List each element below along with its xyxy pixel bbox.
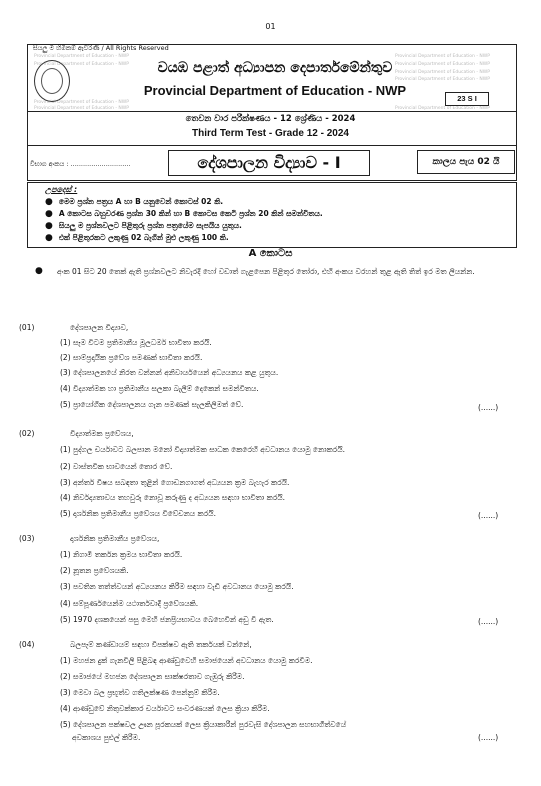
question-option: (5) ප්‍රායෝගික දේශපාලනය ගැන පමණක් සැලකිලිමත් වේ. [60, 400, 244, 409]
question-stem: විද්‍යාත්මක ප්‍රවේශය, [70, 429, 134, 438]
divider [27, 145, 517, 146]
emblem-inner-icon [41, 68, 63, 94]
question-stem: දේශපාලන විද්‍යාව, [70, 323, 129, 332]
instruction-item: ● A කොටස බහුවරණ ප්‍රශ්න 30 කින් හා B කොටස කෙටි ප්‍රශ්න 20 කින් සමන්විතය. [45, 209, 323, 219]
bullet-icon: ● [35, 266, 43, 276]
term-title-sinhala: තෙවන වාර පරීක්ෂණය - 12 ශ්‍රේණිය - 2024 [185, 114, 356, 124]
divider [27, 111, 517, 112]
department-title-sinhala: වයඹ පළාත් අධ්‍යාපන දෙපාර්තමේන්තුව [157, 60, 393, 76]
question-option: (5) 1970 දශකයෙන් පසු මෙහි ජනප්‍රියභාවය බෙහෙවින් අඩු වී ඇත. [60, 615, 274, 624]
question-option: (3) දේශපාලනයේ නිරත වන්නන් අනිවාර්යයෙන් අධ්‍යයනය කළ යුතුය. [60, 368, 279, 377]
time-box: කාලය පැය 02 යි [417, 150, 515, 174]
term-title-english: Third Term Test - Grade 12 - 2024 [192, 128, 349, 139]
question-option: (1) මහජන දුක් ගැනවිලි පිළිබඳ ආණ්ඩුවෙහි සමාජයෙන් අවධානය යොමු කරවීම. [60, 656, 313, 665]
instruction-item: ● සියලු ම ප්‍රශ්නවලට පිළිතුරු ප්‍රශ්න පත්‍රයේම සැපයිය යුතුය. [45, 221, 242, 231]
answer-blank: (......) [478, 733, 499, 742]
question-option: (1) පුද්ගල චර්යාවට බලපාන මනෝ විද්‍යාත්මක සාධක කෙරෙහි අවධානය යොමු නොකරයි. [60, 445, 345, 454]
question-stem: බලපෑම් කණ්ඩායම් සඳහා විපක්ෂව ඇති තර්කයක් වන්නේ, [70, 640, 252, 649]
instructions-title: උපදෙස් : [45, 185, 78, 194]
question-option: (4) විද්‍යාත්මක හා ප්‍රතිමානීය සලකා බැලීම් දෙකෙන් සමන්විතය. [60, 384, 259, 393]
question-number: (01) [19, 323, 35, 332]
bullet-icon: ● [45, 233, 53, 243]
rights-notice: සියලු ම හිමිකම් ඇවිරිණි / All Rights Reserved [33, 44, 169, 52]
answer-blank: (......) [478, 403, 499, 412]
department-title-english: Provincial Department of Education - NWP [143, 83, 407, 98]
question-option: (4) ආණ්ඩුවේ නිතුවක්කාර චර්යාවට සංවරණයක් ලෙස ක්‍රියා කිරීම. [60, 704, 270, 713]
section-title: A කොටස [248, 248, 293, 259]
question-option: (3) මෙවා බල ප්‍රභූත්ව ගතිලක්ෂණ පෙන්නුම් කිරීම. [60, 688, 220, 697]
question-option: (4) සම්පූර්ණයෙන්ම යථාර්තවාදී ප්‍රවේශයකි. [60, 599, 199, 608]
index-number-field: විභාග අංකය : ............................. [30, 160, 131, 168]
question-stem: දාර්ශනික ප්‍රතිමානීය ප්‍රවේශය, [70, 534, 160, 543]
bullet-icon: ● [45, 209, 53, 219]
subject-title-box: දේශපාලන විද්‍යාව - I [168, 150, 370, 176]
bullet-icon: ● [45, 221, 53, 231]
question-option: (1) නිගාමී තර්කන ක්‍රමය භාවිතා කරයි. [60, 550, 183, 559]
question-number: (03) [19, 534, 35, 543]
question-option: (2) වාස්තවික භාවයෙන් තොර වේ. [60, 462, 173, 471]
question-option: (3) අන්තර් විෂය සබඳතා තුළින් ගොඩනගාගත් අධ්‍යයන ක්‍රම බැහැර කරයි. [60, 478, 290, 487]
question-option-continued: අවකාශය පුළුල් කිරීම. [72, 733, 141, 742]
question-number: (02) [19, 429, 35, 438]
question-number: (04) [19, 640, 35, 649]
section-intro: ● අංක 01 සිට 20 තෙක් ඇති ප්‍රශ්නවලට නිවැරදි හෝ වඩාත් ගැළපෙන පිළිතුර තෝරා, එහි අංකය වරහන් තුළ ඇති තිත් ඉර මත ලියන්න. [35, 266, 475, 276]
question-option: (3) පවතින තත්ත්වයන් අධ්‍යයනය කිරීම සඳහා වැඩි අවධානය යොමු කරයි. [60, 582, 294, 591]
question-option: (4) නිර්වද්‍යතාවය තහවුරු නොවූ කරුණු ද අධ්‍යයන සඳහා භාවිතා කරයි. [60, 493, 286, 502]
question-option: (2) සමාජයේ මහජන දේශපාලන සාක්ෂරතාව ගැඹුරු කිරීම. [60, 672, 245, 681]
bullet-icon: ● [45, 197, 53, 207]
question-option: (1) සෑම විටම ප්‍රතිමානීය මූලධර්ම භාවිතා කරයි. [60, 338, 212, 347]
instruction-item: ● එක් පිළිතුරකට ලකුණු 02 බැගින් මුළු ලකුණු 100 කි. [45, 233, 229, 243]
question-option: (5) දේශපාලන පක්ෂවල ඌන පූරකයක් ලෙස ක්‍රියාකාරීන් පුරවැසි දේශපාලන සහභාගීත්වයේ [60, 720, 347, 729]
question-option: (5) දාර්ශනික ප්‍රතිමානීය ප්‍රවේශය විවේචනය කරයි. [60, 509, 216, 518]
instruction-item: ● මෙම ප්‍රශ්න පත්‍රය A හා B යනුවෙන් කොටස් 02 කි. [45, 197, 224, 207]
answer-blank: (......) [478, 617, 499, 626]
paper-code-box: 23 S I [445, 92, 489, 106]
question-option: (2) නූතන ප්‍රවේශයකි. [60, 566, 129, 575]
page-number: 01 [265, 22, 276, 31]
question-option: (2) සාම්ප්‍රදායික ප්‍රවේශ පමණක් භාවිතා කරයි. [60, 353, 203, 362]
answer-blank: (......) [478, 511, 499, 520]
